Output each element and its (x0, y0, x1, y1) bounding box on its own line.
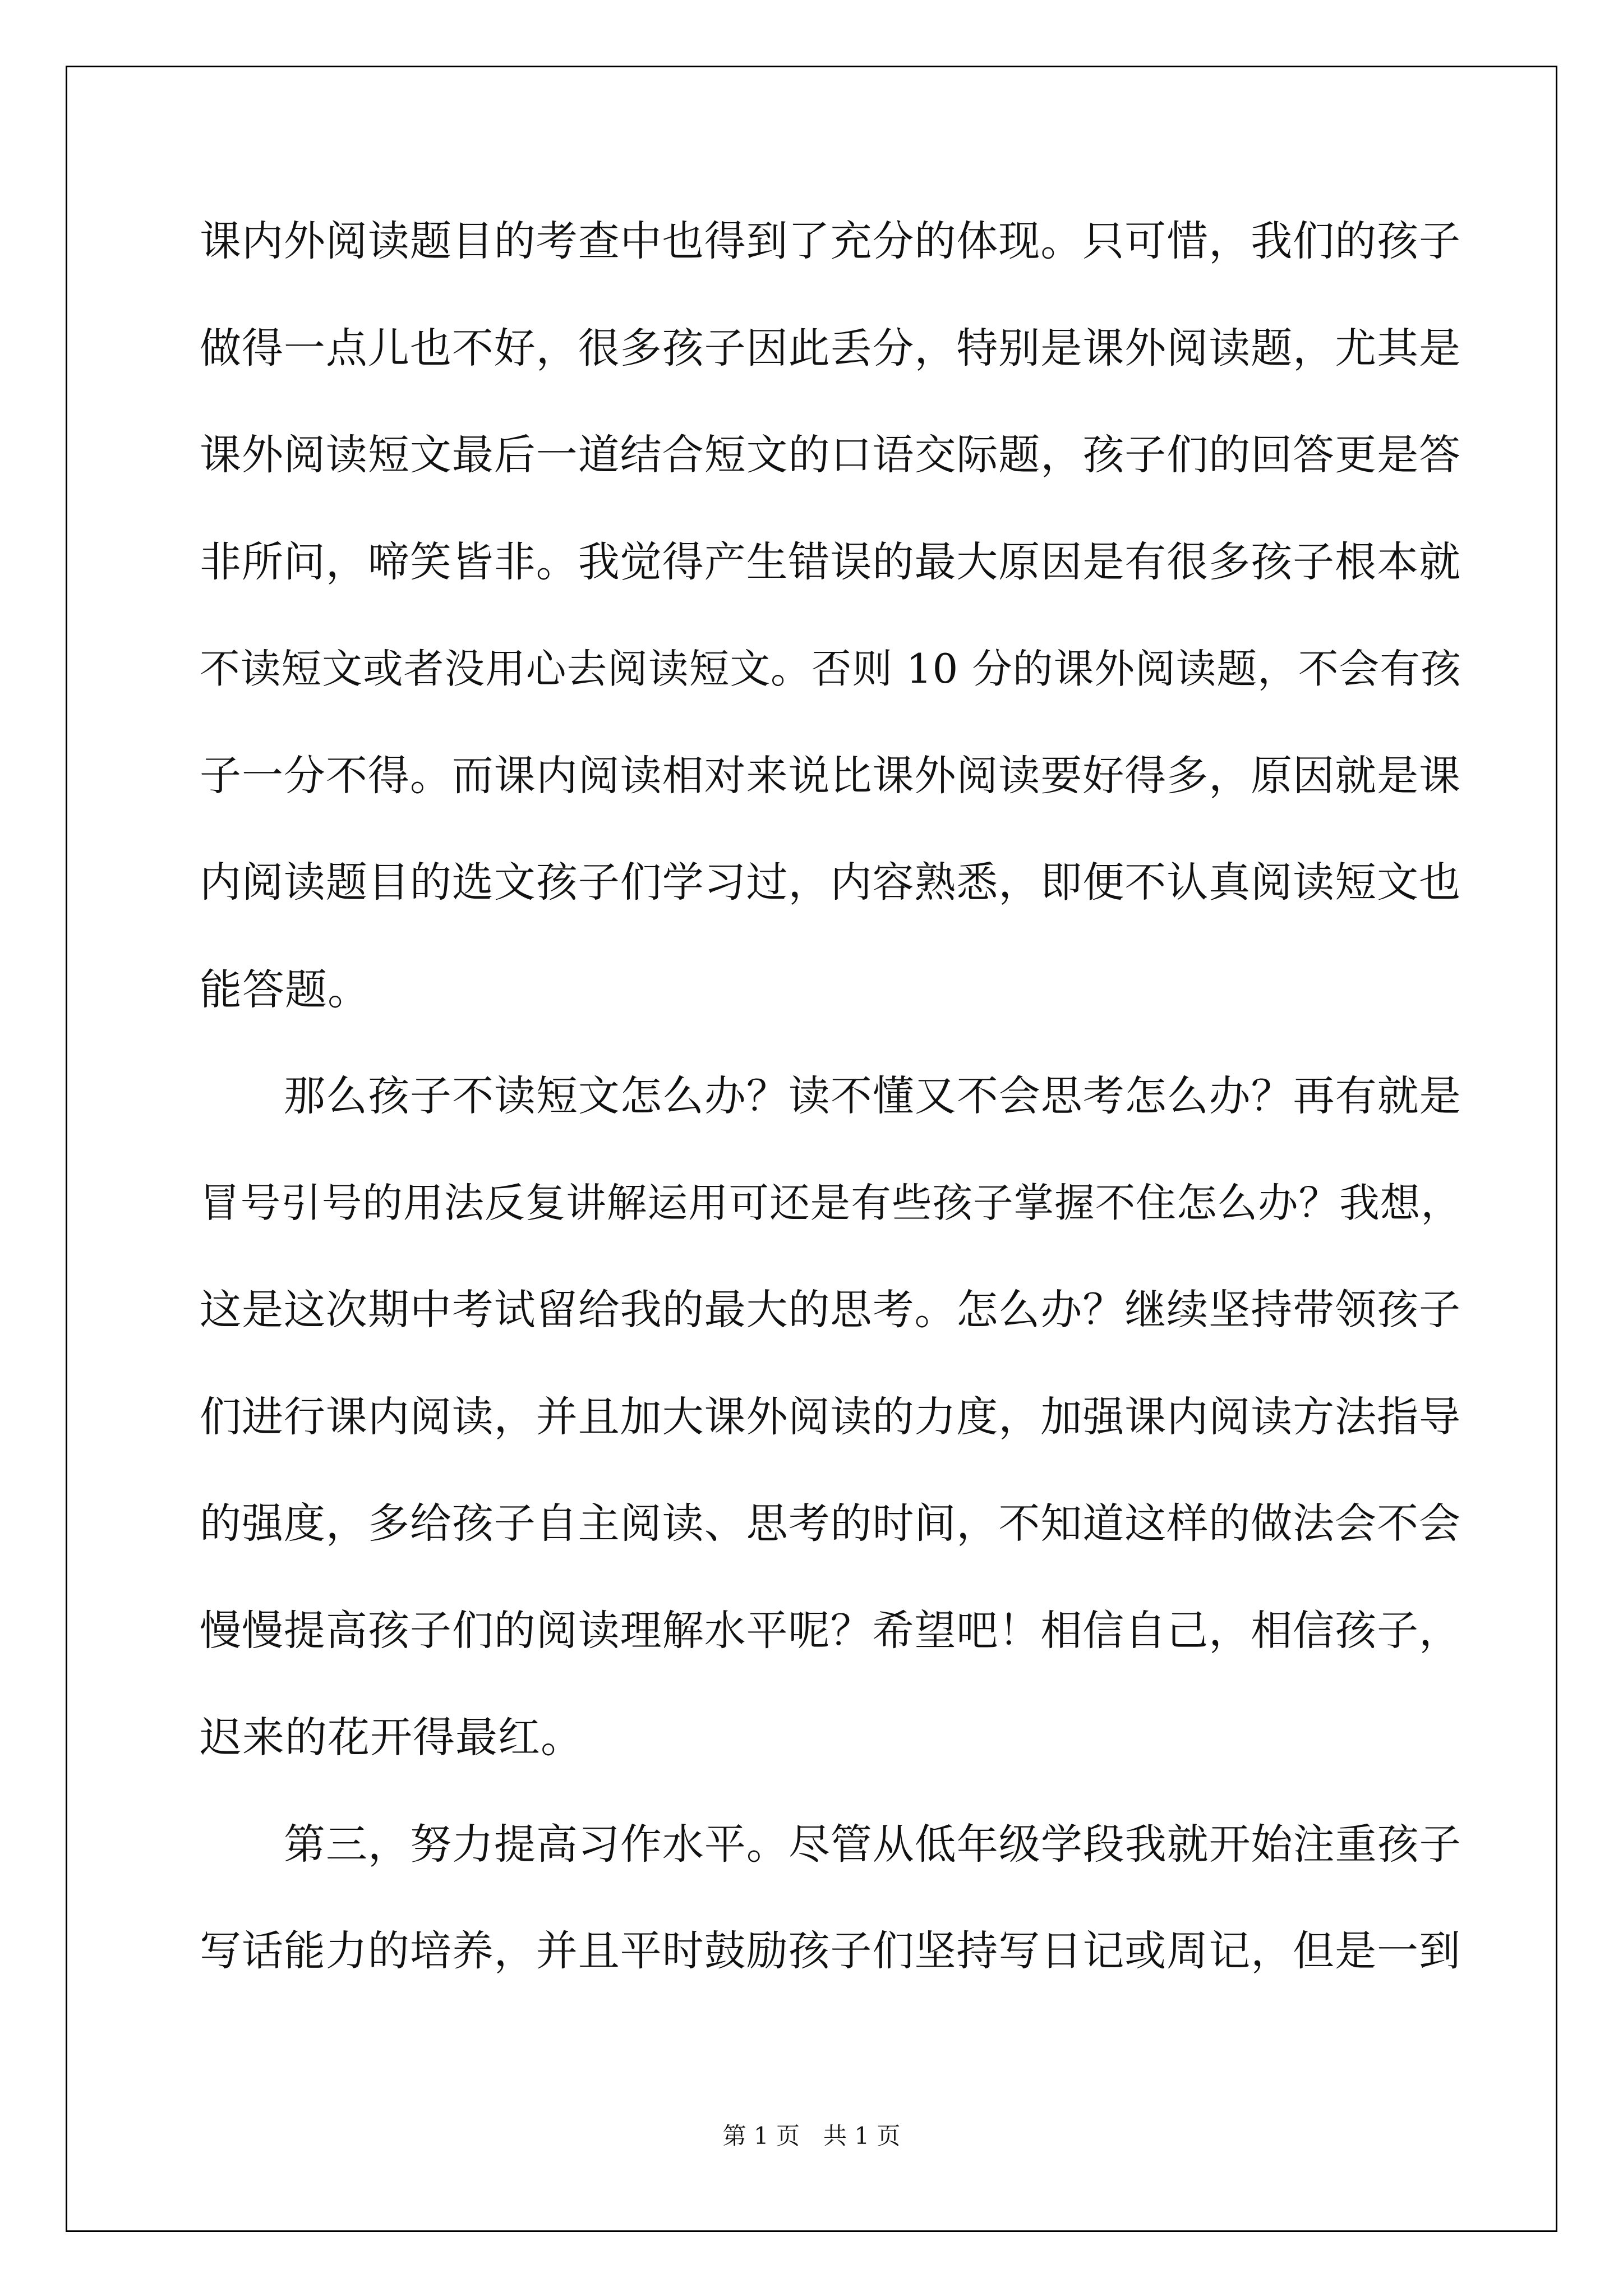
paragraph-first-line: 第三，努力提高习作水平。尽管从低年级学段我就开始注重孩子 (284, 1820, 1461, 1869)
text-line: 不读短文或者没用心去阅读短文。否则 10 分的课外阅读题，不会有孩 (200, 645, 1461, 692)
text-line: 这是这次期中考试留给我的最大的思考。怎么办？继续坚持带领孩子 (200, 1286, 1461, 1334)
text-line: 子一分不得。而课内阅读相对来说比课外阅读要好得多，原因就是课 (200, 751, 1461, 800)
text-line: 们进行课内阅读，并且加大课外阅读的力度，加强课内阅读方法指导 (200, 1392, 1461, 1441)
text-line: 写话能力的培养，并且平时鼓励孩子们坚持写日记或周记，但是一到 (200, 1927, 1461, 1975)
text-line: 慢慢提高孩子们的阅读理解水平呢？希望吧！相信自己，相信孩子， (200, 1606, 1461, 1655)
text-line: 的强度，多给孩子自主阅读、思考的时间，不知道这样的做法会不会 (200, 1499, 1461, 1548)
text-line: 课外阅读短文最后一道结合短文的口语交际题，孩子们的回答更是答 (200, 431, 1461, 479)
text-line: 做得一点儿也不好，很多孩子因此丢分，特别是课外阅读题，尤其是 (200, 324, 1461, 372)
page-footer: 第 1 页 共 1 页 (722, 2122, 901, 2150)
text-line: 能答题。 (200, 964, 371, 1014)
text-line: 课内外阅读题目的考查中也得到了充分的体现。只可惜，我们的孩子 (200, 217, 1461, 265)
text-line: 迟来的花开得最红。 (200, 1713, 584, 1762)
paragraph-first-line: 那么孩子不读短文怎么办？读不懂又不会思考怎么办？再有就是 (284, 1072, 1461, 1120)
text-line: 非所问，啼笑皆非。我觉得产生错误的最大原因是有很多孩子根本就 (200, 537, 1461, 586)
text-line: 冒号引号的用法反复讲解运用可还是有些孩子掌握不住怎么办？我想， (200, 1179, 1461, 1226)
text-line: 内阅读题目的选文孩子们学习过，内容熟悉，即便不认真阅读短文也 (200, 858, 1461, 907)
document-body (200, 213, 1467, 2030)
